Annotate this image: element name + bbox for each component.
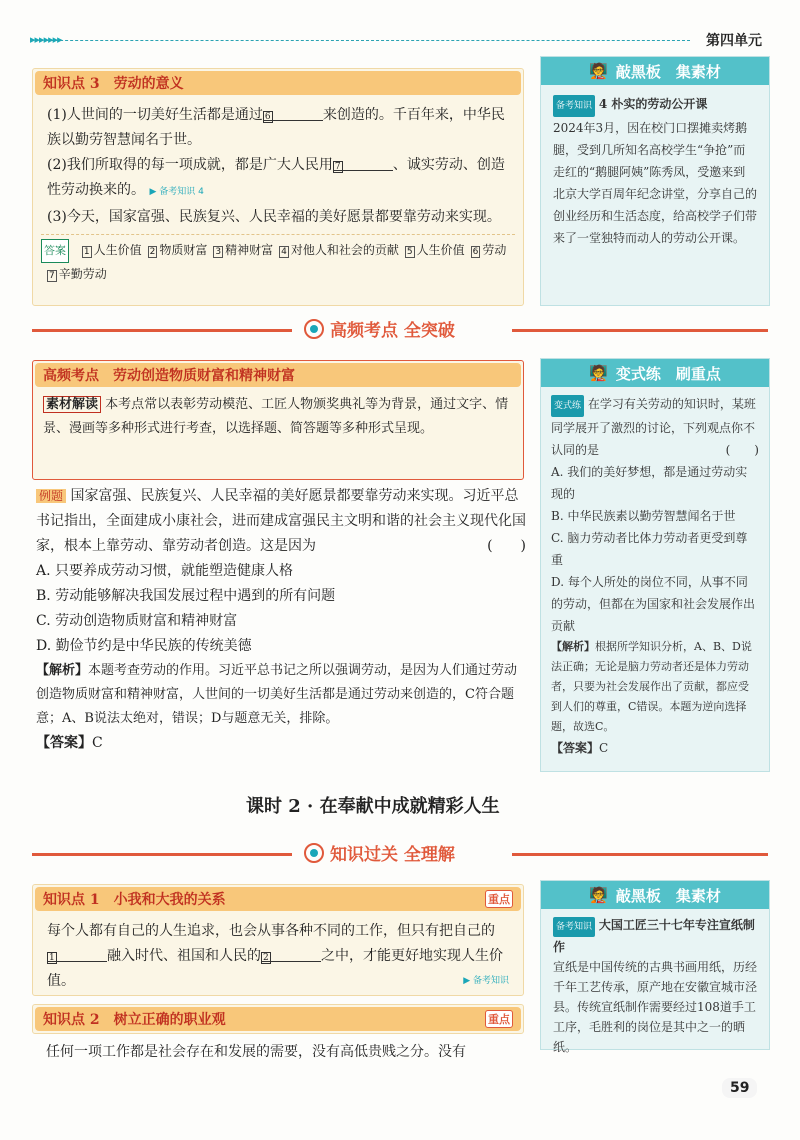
hf-title: 高频考点 劳动创造物质财富和精神财富 (35, 363, 521, 387)
header-arrows: ▸▸▸▸▸▸▸ (30, 33, 62, 46)
answer-number: 1 (83, 247, 90, 257)
banner-line-right (512, 329, 768, 332)
kp2-title: 知识点 2 树立正确的职业观 重点 (35, 1007, 521, 1031)
kp3-ref-link[interactable]: ▶ 备考知识 4 (149, 187, 204, 197)
kp1-ref-link[interactable]: ▶ 备考知识 (463, 976, 509, 986)
kp1-title: 知识点 1 小我和大我的关系 重点 (35, 887, 521, 911)
kp1-body: 每个人都有自己的人生追求，也会从事各种不同的工作，但只有把自己的1 融入时代、祖国和人民的 2 之中，才能更好地实现人生价值。 ▶ 备考知识 (33, 913, 523, 994)
practice-box (540, 358, 770, 772)
answer-number: 2 (149, 247, 156, 257)
option-item: D. 每个人所处的岗位不同，从事不同的劳动，但都在为国家和社会发展作出贡献 (551, 575, 756, 633)
r3-text: 宣纸是中国传统的古典书画用纸，历经千年工艺传承，原产地在安徽宣城市泾县。传统宣纸制作需要经过108道手工工序，毛胜利的岗位是其中之一的晒纸。 (553, 960, 758, 1054)
target-icon (304, 843, 324, 863)
option-item: A. 只要养成劳动习惯，就能塑造健康人格 (36, 563, 294, 579)
high-frequency-box (32, 360, 524, 480)
answer-paren: ( ) (487, 538, 526, 554)
blank-7: 7 (334, 162, 341, 172)
knowledge-point-1 (32, 884, 524, 996)
material-box-2 (540, 880, 770, 1054)
answer-text: 对他人和社会的贡献 (290, 243, 399, 257)
answer-text: 人生价值 (93, 243, 142, 257)
key-badge: 重点 (485, 1010, 513, 1028)
option-item: B. 劳动能够解决我国发展过程中遇到的所有问题 (36, 588, 336, 604)
option-item: B. 中华民族素以勤劳智慧闻名于世 (551, 509, 736, 523)
answer-number: 3 (215, 247, 222, 257)
kp3-item-1: (1)人世间的一切美好生活都是通过 6 来创造的。千百年来，中华民族以勤劳智慧闻名于世。 (47, 103, 509, 153)
answer-text: 人生价值 (416, 243, 465, 257)
example-options (36, 559, 526, 659)
liti-tag: 例题 (36, 489, 66, 503)
answer-number: 7 (49, 271, 55, 281)
answer-number: 5 (406, 247, 413, 257)
kp3-body (33, 97, 523, 230)
practice-options (551, 461, 759, 637)
answer-tag: 答案 (41, 239, 69, 263)
answer-text: 物质财富 (159, 243, 208, 257)
r3-title: 大国工匠三十七年专注宣纸制作 (553, 918, 755, 954)
kp2-body: 任何一项工作都是社会存在和发展的需要，没有高低贵贱之分。没有 (46, 1044, 466, 1060)
practice-analysis: 【解析】根据所学知识分析，A、B、D说法正确；无论是脑力劳动者还是体力劳动者，只要为社会发展作出了贡献，都应受到人们的尊重，C错误。本题为逆向选择题，故选C。 (551, 640, 752, 733)
example-question: 例题 国家富强、民族复兴、人民幸福的美好愿景都要靠劳动来实现。习近平总书记指出，全面建成小康社会，进而建成富强民主文明和谐的社会主义现代化国家，根本上靠劳动、靠劳动者创造。这是因为 ( ) A. 只要养成劳动习惯，就能塑造健康人格 B. 劳动能够解决我国发展过程中遇到的所有问题 C. 劳动创造物质财富和精神财富 D. 勤俭节约是中华民族的传统美德 【解析】本题考查劳动的作用。习近平总书记之所以强调劳动，是因为人们通过劳动创造物质财富和精神财富，人世间的一切美好生活都是通过劳动来创造的，C符合题意；A、B说法太绝对，错误；D与题意无关，排除。 【答案】C (36, 484, 526, 756)
key-badge: 重点 (485, 890, 513, 908)
kp3-item-3: (3)今天，国家富强、民族复兴、人民幸福的美好愿景都要靠劳动来实现。 (47, 209, 501, 225)
answer-number: 4 (281, 247, 287, 257)
hf-sucai: 素材解读 本考点常以表彰劳动模范、工匠人物颁奖典礼等为背景，通过文字、情景、漫画等多种形式进行考查，以选择题、简答题等多种形式呈现。 (43, 397, 509, 436)
answer-number: 6 (472, 247, 479, 257)
practice-answer: 【答案】C (551, 741, 609, 755)
banner-title: 知识过关 全理解 (304, 840, 455, 865)
option-item: C. 脑力劳动者比体力劳动者更受到尊重 (551, 531, 748, 567)
answer-text: 劳动 (482, 243, 507, 257)
practice-box-head: 🧑‍🏫 变式练 刷重点 (541, 359, 769, 387)
banner-line-left (32, 853, 292, 856)
example-analysis: 【解析】本题考查劳动的作用。习近平总书记之所以强调劳动，是因为人们通过劳动创造物质财富和精神财富，人世间的一切美好生活都是通过劳动来创造的，C符合题意；A、B说法太绝对，错误；D与题意无关，排除。 (36, 663, 518, 726)
r2-tag: 变式练 (551, 395, 584, 417)
unit-title: 第四单元 (706, 33, 762, 49)
r1-title: 4 朴实的劳动公开课 (598, 97, 708, 111)
header-rule (30, 40, 690, 41)
material-box-1 (540, 56, 770, 306)
material-box-1-head: 🧑‍🏫 敲黑板 集素材 (541, 57, 769, 85)
answer-text: 辛勤劳动 (58, 267, 107, 281)
example-answer: 【答案】C (36, 735, 103, 751)
material-box-1-body (541, 85, 769, 257)
r1-text: 2024年3月，因在校门口摆摊卖烤鹅腿，受到几所知名高校学生“争抢”而走红的“鹅腿阿姨”陈秀凤，受邀来到北京大学百周年纪念讲堂，分享自己的创业经历和生活态度，给高校学子们带来了一堂独特而动人的劳动公开课。 (553, 121, 758, 245)
material-box-2-head: 🧑‍🏫 敲黑板 集素材 (541, 881, 769, 909)
kp3-item-2: (2)我们所取得的每一项成就，都是广大人民用 7 、诚实劳动、创造性劳动换来的。 ▶ 备考知识 4 (47, 153, 509, 205)
banner-title: 高频考点 全突破 (304, 316, 455, 341)
blank-6: 6 (264, 112, 271, 122)
material-box-2-body (541, 909, 769, 1063)
figure-icon: 🧑‍🏫 (589, 62, 608, 80)
option-item: A. 我们的美好梦想，都是通过劳动实现的 (551, 465, 748, 501)
option-item: C. 劳动创造物质财富和精神财富 (36, 613, 238, 629)
blank-2: 2 (263, 953, 269, 963)
lesson-title: 课时 2 · 在奉献中成就精彩人生 (246, 796, 500, 817)
practice-box-body: 变式练 在学习有关劳动的知识时，某班同学展开了激烈的讨论，下列观点你不认同的是 ( ) A. 我们的美好梦想，都是通过劳动实现的 B. 中华民族素以勤劳智慧闻名于世 C. 脑力劳动者比体力劳动者更受到尊重 D. 每个人所处的岗位不同，从事不同的劳动，但都在为国家和社会发展作出贡献 【解析】根据所学知识分析，A、B、D说法正确；无论是脑力劳动者还是体力劳动者，只要为社会发展作出了贡献，都应受到人们的尊重，C错误。本题为逆向选择题，故选C。 【答案】C (541, 387, 769, 765)
knowledge-point-2 (32, 1004, 524, 1034)
figure-icon: 🧑‍🏫 (589, 886, 608, 904)
blank-1: 1 (49, 953, 55, 963)
r1-tag: 备考知识 (553, 95, 595, 117)
r3-tag: 备考知识 (553, 917, 595, 937)
page-number: 59 (722, 1078, 757, 1098)
sucai-tag: 素材解读 (43, 396, 101, 413)
kp3-title: 知识点 3 劳动的意义 (35, 71, 521, 95)
figure-icon: 🧑‍🏫 (589, 364, 608, 382)
option-item: D. 勤俭节约是中华民族的传统美德 (36, 638, 252, 654)
kp3-answer (41, 234, 515, 285)
banner-line-right (512, 853, 768, 856)
answer-text: 精神财富 (225, 243, 274, 257)
banner-knowledge (32, 840, 768, 868)
target-icon (304, 319, 324, 339)
knowledge-point-3 (32, 68, 524, 306)
banner-high-frequency (32, 316, 768, 344)
banner-line-left (32, 329, 292, 332)
